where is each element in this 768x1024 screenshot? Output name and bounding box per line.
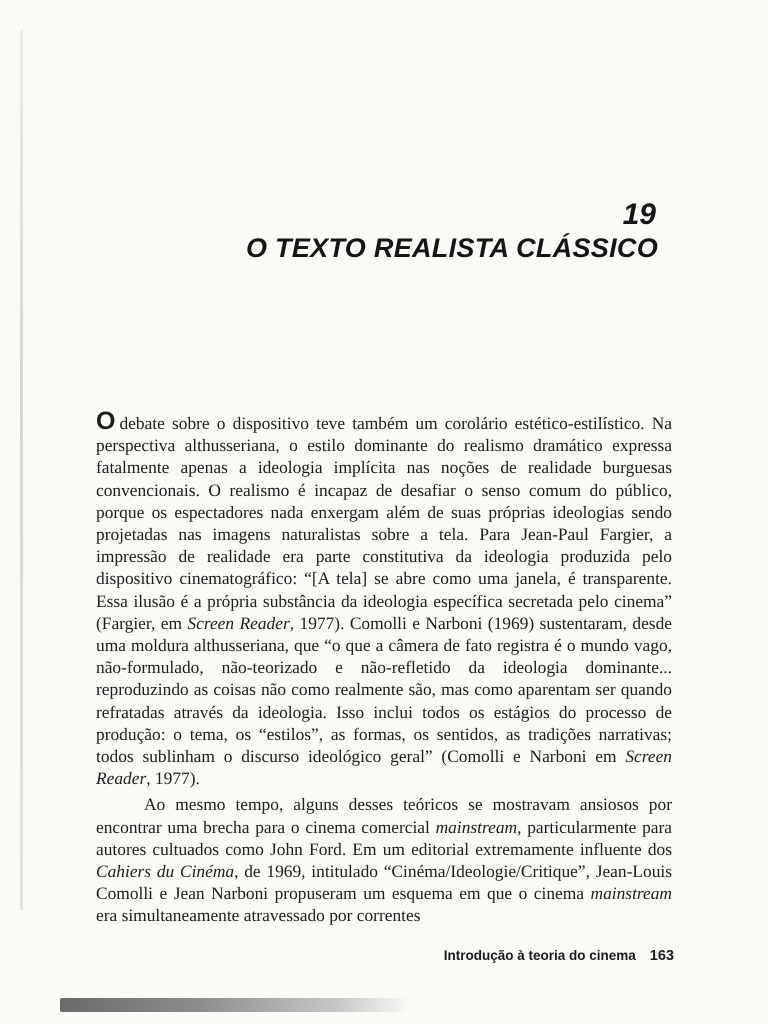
chapter-title: O TEXTO REALISTA CLÁSSICO bbox=[245, 233, 658, 263]
paragraph-2-text-a: Ao mesmo tempo, alguns desses teóricos se mostravam ansiosos por encontrar uma brecha para o cinema comercial bbox=[96, 794, 672, 837]
paragraph-2-text-d: era simultaneamente atravessado por correntes bbox=[96, 905, 421, 926]
page-footer bbox=[444, 948, 674, 964]
italic-term: mainstream bbox=[435, 816, 518, 837]
body-text bbox=[96, 407, 672, 927]
drop-cap: O bbox=[96, 407, 116, 435]
paragraph-1-text-a: debate sobre o dispositivo teve também um corolário estético-estilístico. Na perspectiva althusseriana, o estilo dominante do realismo dramático expressa fatalmente apenas a ideologia implícita nas noções de realidade burguesas convencionais. O realismo é incapaz de desafiar o senso comum do público, porque os espectadores nada enxergam além de suas próprias ideologias sendo projetadas nas imagens naturalistas sobre a tela. Para Jean-Paul Fargier, a impressão de realidade era parte constitutiva da ideologia produzida pelo dispositivo cinematográfico: “[A tela] se abre como uma janela, é transparente. Essa ilusão é a própria substância da ideologia específica secretada pelo cinema” (Fargier, em bbox=[96, 413, 672, 633]
page-number: 163 bbox=[649, 948, 674, 964]
citation-title: Screen Reader bbox=[187, 612, 290, 633]
paragraph-1 bbox=[96, 407, 672, 789]
italic-term: mainstream bbox=[590, 883, 672, 904]
scan-smudge bbox=[60, 998, 410, 1012]
running-footer-title: Introdução à teoria do cinema bbox=[443, 948, 636, 963]
paragraph-1-text-c: , 1977). bbox=[146, 768, 200, 789]
page-left-edge-shadow bbox=[20, 30, 23, 910]
journal-title: Cahiers du Cinéma bbox=[96, 861, 235, 882]
paragraph-2 bbox=[96, 793, 672, 926]
citation-title: Screen Reader bbox=[96, 746, 672, 789]
paragraph-1-text-b: , 1977). Comolli e Narboni (1969) sustentaram, desde uma moldura althusseriana, que “o que a câmera de fato registra é o mundo vago, não-formulado, não-teorizado e não-refletido da ideologia dominante... reproduzindo as coisas não como realmente são, mas como aparentam ser quando refratadas através da ideologia. Isso inclui todos os estágios do processo de produção: o tema, os “estilos”, as formas, os sentidos, as tradições narrativas; todos sublinham o discurso ideológico geral” (Comolli e Narboni em bbox=[96, 612, 672, 767]
paragraph-2-text-b: , particularmente para autores cultuados como John Ford. Em um editorial extremamente influente dos bbox=[96, 816, 672, 859]
paragraph-2-text-c: , de 1969, intitulado “Cinéma/Ideologie/Critique”, Jean-Louis Comolli e Jean Narboni propuseram um esquema em que o cinema bbox=[96, 861, 672, 904]
chapter-number: 19 bbox=[622, 198, 656, 231]
